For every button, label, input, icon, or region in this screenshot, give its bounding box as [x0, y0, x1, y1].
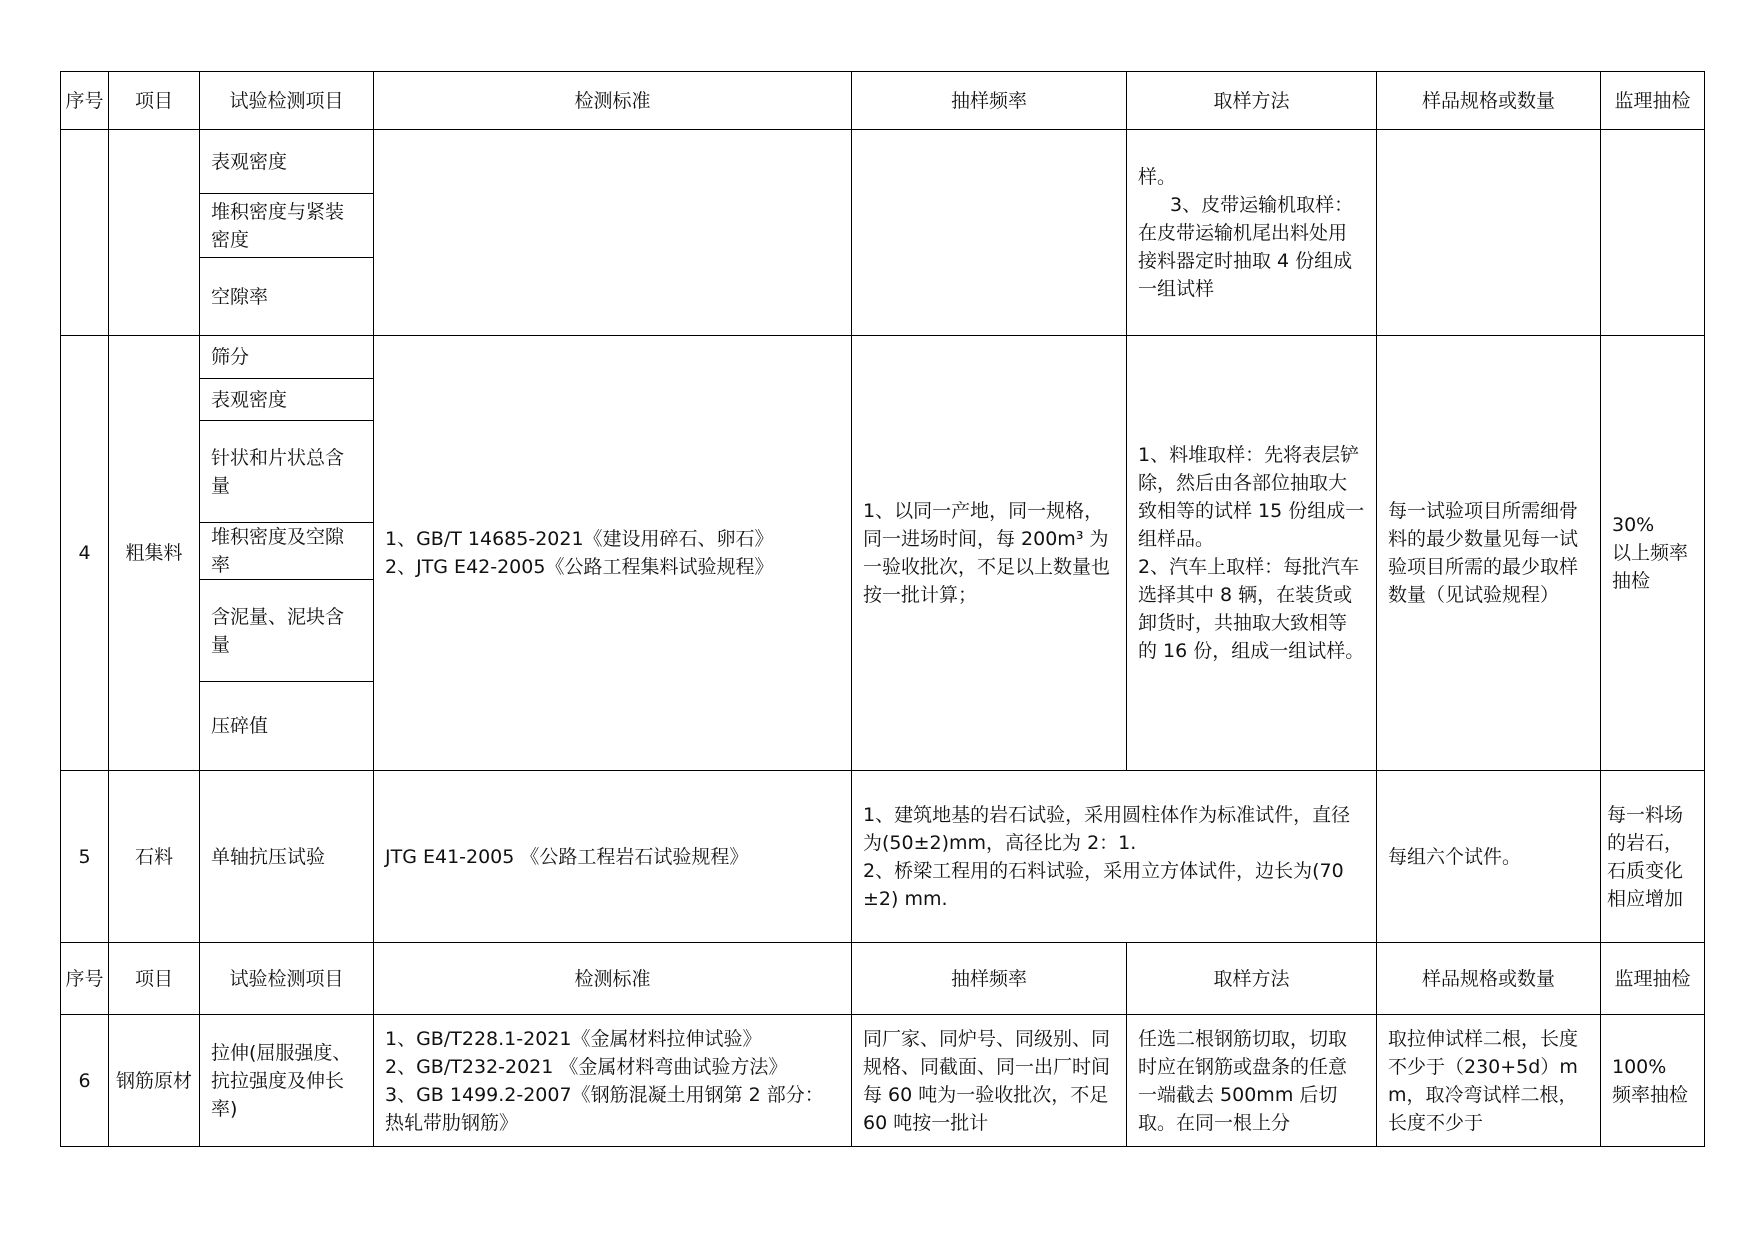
cont-method-line-1: 样。: [1138, 165, 1177, 188]
table-row: [61, 771, 1705, 943]
row5-item: 石料: [109, 771, 200, 943]
header-method: 取样方法: [1127, 72, 1377, 130]
row4-method-cell: [1127, 336, 1377, 771]
row4-method-line-1: 1、料堆取样：先将表层铲除，然后由各部位抽取大致相等的试样 15 份组成一组样品。: [1138, 444, 1365, 550]
header-sample: 样品规格或数量: [1377, 943, 1601, 1015]
header-test-item: 试验检测项目: [200, 943, 374, 1015]
row4-item: 粗集料: [109, 336, 200, 771]
row4-sample: 每一试验项目所需细骨料的最少数量见每一试验项目所需的最少取样数量（见试验规程）: [1377, 336, 1601, 771]
row4-standard-line-1: 1、GB/T 14685-2021《建设用碎石、卵石》: [385, 528, 774, 550]
table-header-row-repeat: [61, 943, 1705, 1015]
row5-method-cell: [852, 771, 1377, 943]
row6-frequency: 同厂家、同炉号、同级别、同规格、同截面、同一出厂时间每 60 吨为一验收批次，不足 60 吨按一批计: [852, 1015, 1127, 1147]
cont-standard-cell: [374, 130, 852, 336]
row6-item: 钢筋原材: [109, 1015, 200, 1147]
cont-method-cell: [1127, 130, 1377, 336]
header-supervision: 监理抽检: [1601, 72, 1705, 130]
row4-test-2: 表观密度: [200, 379, 374, 421]
table-header-row: [61, 72, 1705, 130]
cont-sample-cell: [1377, 130, 1601, 336]
page: [60, 71, 1705, 1147]
cont-item-cell: [109, 130, 200, 336]
row6-test: 拉伸(屈服强度、抗拉强度及伸长率): [200, 1015, 374, 1147]
row4-test-5: 含泥量、泥块含量: [200, 580, 374, 682]
row5-no: 5: [61, 771, 109, 943]
row6-standard-line-3: 3、GB 1499.2-2007《钢筋混凝土用钢第 2 部分：热轧带肋钢筋》: [385, 1083, 824, 1134]
row5-test: 单轴抗压试验: [200, 771, 374, 943]
header-standard: 检测标准: [374, 72, 852, 130]
header-item: 项目: [109, 943, 200, 1015]
header-no: 序号: [61, 943, 109, 1015]
header-item: 项目: [109, 72, 200, 130]
cont-method-line-2: 3、皮带运输机取样：在皮带运输机尾出料处用接料器定时抽取 4 份组成一组试样: [1138, 193, 1354, 300]
row6-sample: 取拉伸试样二根，长度不少于（230+5d）mm，取冷弯试样二根，长度不少于: [1377, 1015, 1601, 1147]
row4-test-6: 压碎值: [200, 682, 374, 771]
header-sample: 样品规格或数量: [1377, 72, 1601, 130]
row6-standard-line-2: 2、GB/T232-2021 《金属材料弯曲试验方法》: [385, 1055, 788, 1078]
row4-method-line-2: 2、汽车上取样：每批汽车选择其中 8 辆，在装货或卸货时，共抽取大致相等的 16 份，组成一组试样。: [1138, 556, 1365, 662]
row6-standard-line-1: 1、GB/T228.1-2021《金属材料拉伸试验》: [385, 1027, 762, 1050]
row5-method-line-2: 2、桥梁工程用的石料试验，采用立方体试件，边长为(70±2) mm.: [863, 859, 1344, 910]
row4-standard-cell: [374, 336, 852, 771]
row4-supervision: 30% 以上频率抽检: [1601, 336, 1705, 771]
row4-test-1: 筛分: [200, 336, 374, 379]
row6-method: 任选二根钢筋切取，切取时应在钢筋或盘条的任意一端截去 500mm 后切取。在同一根上分: [1127, 1015, 1377, 1147]
row6-standard-cell: [374, 1015, 852, 1147]
row5-sample: 每组六个试件。: [1377, 771, 1601, 943]
table-row: [61, 1015, 1705, 1147]
row6-no: 6: [61, 1015, 109, 1147]
header-test-item: 试验检测项目: [200, 72, 374, 130]
header-no: 序号: [61, 72, 109, 130]
header-method: 取样方法: [1127, 943, 1377, 1015]
header-supervision: 监理抽检: [1601, 943, 1705, 1015]
cont-supervision-cell: [1601, 130, 1705, 336]
inspection-table: [60, 71, 1705, 1147]
row4-test-3: 针状和片状总含量: [200, 421, 374, 523]
cont-no-cell: [61, 130, 109, 336]
row4-standard-line-2: 2、JTG E42-2005《公路工程集料试验规程》: [385, 556, 774, 578]
cont-test-1: 表观密度: [200, 130, 374, 194]
header-frequency: 抽样频率: [852, 943, 1127, 1015]
cont-frequency-cell: [852, 130, 1127, 336]
row5-method-line-1: 1、建筑地基的岩石试验，采用圆柱体作为标准试件，直径为(50±2)mm，高径比为 2：1.: [863, 803, 1351, 854]
row4-frequency: 1、以同一产地，同一规格，同一进场时间，每 200m³ 为一验收批次，不足以上数量也按一批计算；: [852, 336, 1127, 771]
row6-supervision: 100% 频率抽检: [1601, 1015, 1705, 1147]
row5-supervision: 每一料场的岩石，石质变化相应增加: [1601, 771, 1705, 943]
header-frequency: 抽样频率: [852, 72, 1127, 130]
cont-test-2: 堆积密度与紧装密度: [200, 194, 374, 258]
header-standard: 检测标准: [374, 943, 852, 1015]
cont-test-3: 空隙率: [200, 258, 374, 336]
row4-test-4: 堆积密度及空隙率: [200, 523, 374, 580]
table-row: [61, 130, 1705, 194]
row5-standard: JTG E41-2005 《公路工程岩石试验规程》: [374, 771, 852, 943]
table-row: [61, 336, 1705, 379]
row4-no: 4: [61, 336, 109, 771]
